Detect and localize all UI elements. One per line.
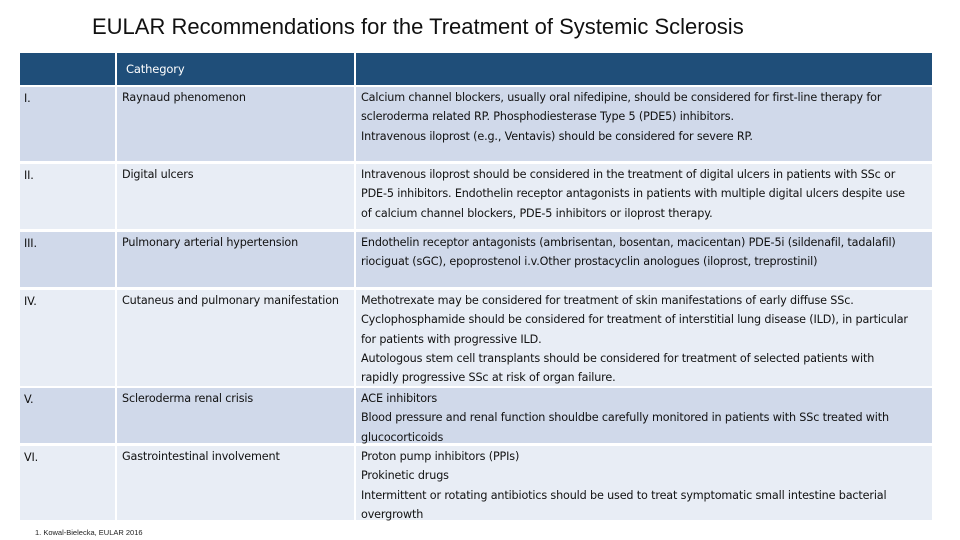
row-4-recommendation-line: Methotrexate may be considered for treatment of skin manifestations of early diffuse SSc. <box>361 294 854 307</box>
row-1-recommendation-line: Intravenous iloprost (e.g., Ventavis) should be considered for severe RP. <box>361 129 753 143</box>
row-5-recommendation-line: ACE inhibitors <box>361 392 438 405</box>
row-1-category: Raynaud phenomenon <box>117 87 354 161</box>
header-cell-category: Cathegory <box>117 53 354 85</box>
row-1-recommendation-line: scleroderma related RP. Phosphodiesterase Type 5 (PDE5) inhibitors. <box>361 110 734 124</box>
row-6-recommendation-line: Intermittent or rotating antibiotics should be used to treat symptomatic small intestine bacterial <box>361 488 887 502</box>
row-6-category: Gastrointestinal involvement <box>117 446 354 520</box>
row-6-recommendation-line: overgrowth <box>361 507 424 521</box>
row-6-index: VI. <box>20 446 115 520</box>
row-4-recommendation-line: rapidly progressive SSc at risk of organ failure. <box>361 371 616 385</box>
row-3-category: Pulmonary arterial hypertension <box>117 232 354 287</box>
row-2-recommendation-line: Intravenous iloprost should be considered in the treatment of digital ulcers in patients with SSc or <box>361 168 896 181</box>
row-4-category: Cutaneus and pulmonary manifestation <box>117 290 354 386</box>
row-4-index: IV. <box>20 290 115 386</box>
row-2-recommendation <box>356 164 932 229</box>
row-3-recommendation-line: riociguat (sGC), epoprostenol i.v.Other prostacyclin anologues (iloprost, treprostinil) <box>361 255 818 269</box>
row-5-index: V. <box>20 388 115 443</box>
row-3-recommendation <box>356 232 932 287</box>
row-2-category: Digital ulcers <box>117 164 354 229</box>
header-cell-recommendation <box>356 53 932 85</box>
row-4-recommendation-line: for patients with progressive ILD. <box>361 332 542 346</box>
page-title: EULAR Recommendations for the Treatment of Systemic Sclerosis <box>92 14 744 39</box>
row-4-recommendation <box>356 290 932 386</box>
row-2-index: II. <box>20 164 115 229</box>
row-4-recommendation-line: Autologous stem cell transplants should be considered for treatment of selected patients with <box>361 351 875 365</box>
row-6-recommendation-line: Prokinetic drugs <box>361 469 449 483</box>
row-2-recommendation-line: of calcium channel blockers, PDE-5 inhibitors or iloprost therapy. <box>361 206 713 220</box>
row-2-recommendation-line: PDE-5 inhibitors. Endothelin receptor antagonists in patients with multiple digital ulcers despite use <box>361 187 905 201</box>
citation-footnote: 1. Kowal-Bielecka, EULAR 2016 <box>35 528 143 537</box>
row-5-recommendation-line: glucocorticoids <box>361 430 444 444</box>
row-5-category: Scleroderma renal crisis <box>117 388 354 443</box>
row-1-index: I. <box>20 87 115 161</box>
row-1-recommendation-line: Calcium channel blockers, usually oral nifedipine, should be considered for first-line therapy for <box>361 91 882 104</box>
row-6-recommendation-line: Proton pump inhibitors (PPIs) <box>361 450 520 463</box>
header-cell-index <box>20 53 115 85</box>
row-5-recommendation <box>356 388 932 443</box>
row-4-recommendation-line: Cyclophosphamide should be considered for treatment of interstitial lung disease (ILD), in particular <box>361 313 908 327</box>
row-3-index: III. <box>20 232 115 287</box>
row-3-recommendation-line: Endothelin receptor antagonists (ambrisentan, bosentan, macicentan) PDE-5i (sildenafil, tadalafil) <box>361 236 896 249</box>
recommendations-table <box>20 53 932 520</box>
row-5-recommendation-line: Blood pressure and renal function shouldbe carefully monitored in patients with SSc treated with <box>361 411 889 425</box>
row-1-recommendation <box>356 87 932 161</box>
row-6-recommendation <box>356 446 932 520</box>
